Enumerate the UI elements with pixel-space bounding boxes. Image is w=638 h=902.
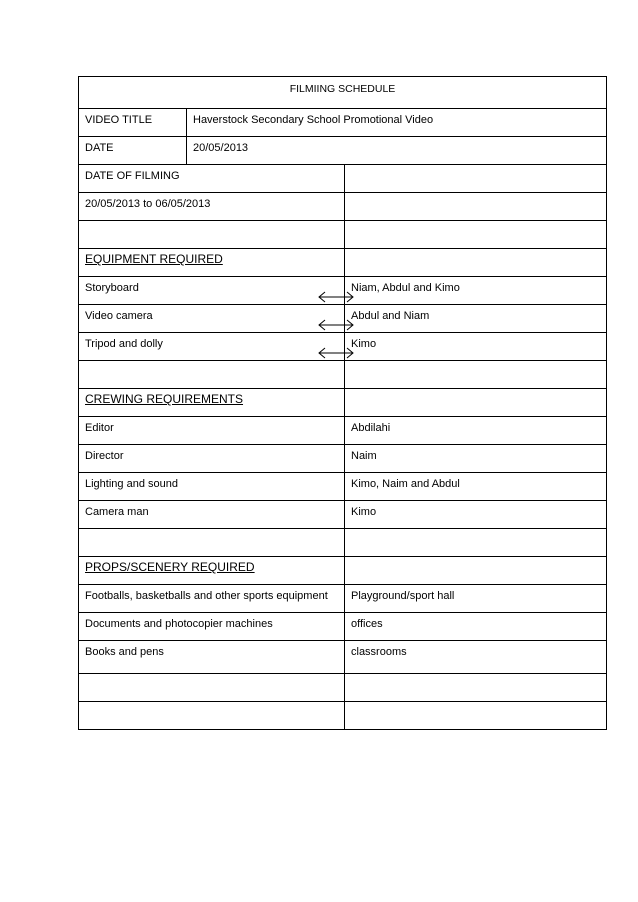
empty-cell [79,221,345,248]
video-title-label: VIDEO TITLE [79,109,187,136]
empty-cell [79,361,345,388]
props-item: Books and pens [79,641,345,673]
empty-cell [345,193,606,220]
empty-cell [345,389,606,416]
empty-cell [345,165,606,192]
double-arrow-icon [317,291,355,303]
props-location: classrooms [351,646,407,658]
video-title-row [78,109,607,137]
empty-cell [345,702,606,729]
filming-range-row [78,193,607,221]
empty-cell [345,249,606,276]
title-row [78,76,607,109]
equipment-row [78,333,607,361]
date-label: DATE [79,137,187,164]
props-item: Documents and photocopier machines [79,613,345,640]
date-row [78,137,607,165]
empty-cell [345,674,606,701]
filming-schedule-table [78,76,607,730]
date-of-filming-label: DATE OF FILMING [79,165,345,192]
crew-row [78,445,607,473]
equipment-assigned: Kimo [351,338,377,350]
blank-row [78,361,607,389]
empty-cell [79,702,345,729]
props-row [78,641,607,674]
equipment-item: Video camera [79,305,345,332]
equipment-heading-row [78,249,607,277]
props-heading-row [78,557,607,585]
double-arrow-icon [317,319,355,331]
crew-role: Editor [79,417,345,444]
props-location: offices [351,618,383,630]
blank-row [78,529,607,557]
empty-cell [79,529,345,556]
empty-cell [345,221,606,248]
crew-role: Lighting and sound [79,473,345,500]
props-row [78,613,607,641]
equipment-assigned: Abdul and Niam [351,310,430,322]
date-value: 20/05/2013 [193,142,249,154]
schedule-title: FILMIING SCHEDULE [289,83,396,95]
equipment-row [78,305,607,333]
equipment-assigned: Niam, Abdul and Kimo [351,282,460,294]
video-title-value: Haverstock Secondary School Promotional Video [193,114,434,126]
blank-row [78,702,607,730]
double-arrow-icon [317,347,355,359]
crew-role: Director [79,445,345,472]
equipment-item: Tripod and dolly [79,333,345,360]
props-location: Playground/sport hall [351,590,455,602]
props-heading: PROPS/SCENERY REQUIRED [79,557,345,584]
crew-row [78,417,607,445]
empty-cell [345,361,606,388]
crew-row [78,473,607,501]
crew-role: Camera man [79,501,345,528]
date-of-filming-row [78,165,607,193]
equipment-item: Storyboard [79,277,345,304]
blank-row [78,674,607,702]
empty-cell [345,557,606,584]
empty-cell [79,674,345,701]
crew-person: Kimo, Naim and Abdul [351,478,460,490]
crew-person: Abdilahi [351,422,391,434]
filming-date-range: 20/05/2013 to 06/05/2013 [79,193,345,220]
equipment-row [78,277,607,305]
blank-row [78,221,607,249]
equipment-heading: EQUIPMENT REQUIRED [79,249,345,276]
props-row [78,585,607,613]
crew-row [78,501,607,529]
empty-cell [345,529,606,556]
crew-person: Naim [351,450,377,462]
crew-person: Kimo [351,506,377,518]
crewing-heading: CREWING REQUIREMENTS [79,389,345,416]
props-item: Footballs, basketballs and other sports equipment [79,585,345,612]
crewing-heading-row [78,389,607,417]
